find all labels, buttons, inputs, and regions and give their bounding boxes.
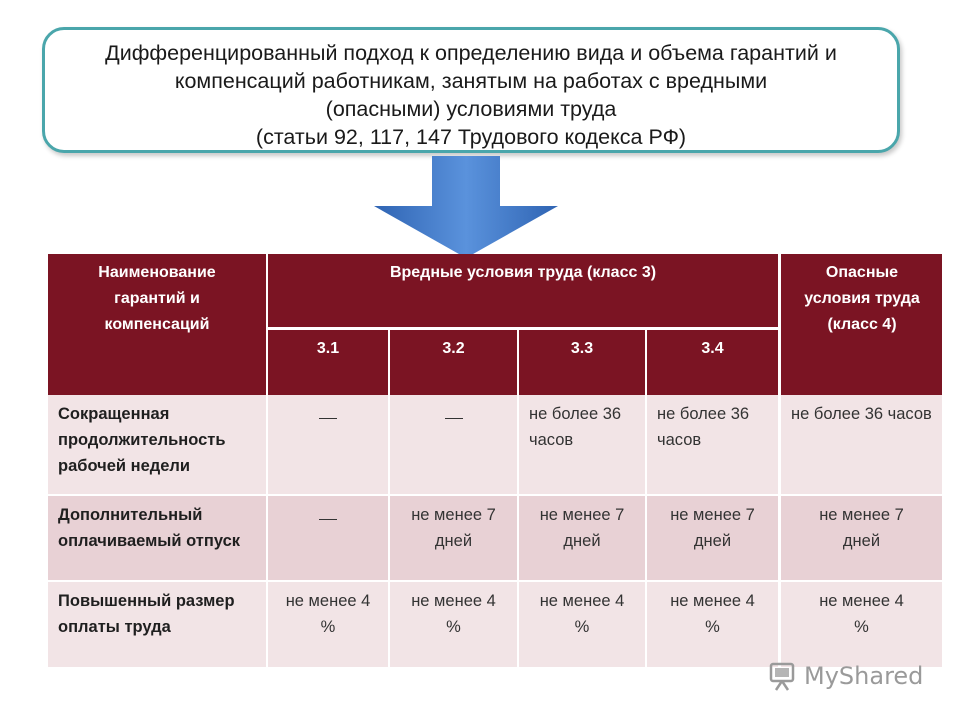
title-line-4: (статьи 92, 117, 147 Трудового кодекса РФ) — [255, 125, 687, 149]
table-cell: не менее 4 % — [647, 582, 778, 667]
subclass-3-1: 3.1 — [268, 336, 388, 362]
table-cell: не менее 7 дней — [390, 496, 517, 580]
table-cell: не менее 7 дней — [647, 496, 778, 580]
header-guarantee-name: Наименование гарантий и компенсаций — [48, 260, 266, 338]
table-cell: не менее 4 % — [781, 582, 942, 667]
dash-mark — [319, 505, 337, 520]
table-cell — [390, 395, 517, 494]
header-dangerous-conditions: Опасные условия труда (класс 4) — [782, 260, 942, 338]
title-line-2: компенсаций работникам, занятым на работах с вредными — [174, 69, 768, 93]
table-cell: не менее 4 % — [390, 582, 517, 667]
table-cell: не менее 4 % — [519, 582, 645, 667]
table-cell: не менее 7 дней — [519, 496, 645, 580]
subclass-3-3: 3.3 — [519, 336, 645, 362]
header-divider — [266, 254, 268, 395]
watermark-text: MyShared — [804, 662, 924, 690]
subclass-3-4: 3.4 — [647, 336, 778, 362]
subclass-3-2: 3.2 — [390, 336, 517, 362]
title-line-1: Дифференцированный подход к определению вида и объема гарантий и — [105, 41, 837, 65]
table-cell: не менее 7 дней — [781, 496, 942, 580]
header-subclass-divider — [266, 327, 781, 330]
header-harmful-conditions: Вредные условия труда (класс 3) — [268, 260, 778, 286]
down-arrow-icon — [374, 156, 558, 260]
row-label-additional-leave: Дополнительный оплачиваемый отпуск — [48, 496, 266, 580]
dash-mark — [319, 404, 337, 419]
table-cell: не более 36 часов — [781, 395, 942, 494]
row-label-shortened-week: Сокращенная продолжительность рабочей недели — [48, 395, 266, 494]
presentation-board-icon — [766, 660, 798, 692]
table-cell: не менее 4 % — [268, 582, 388, 667]
guarantees-table — [48, 254, 942, 667]
header-divider — [778, 254, 781, 395]
dash-mark — [445, 404, 463, 419]
table-cell — [268, 496, 388, 580]
title-box — [42, 27, 900, 153]
table-cell: не более 36 часов — [647, 395, 778, 494]
row-label-increased-pay: Повышенный размер оплаты труда — [48, 582, 266, 667]
table-cell — [268, 395, 388, 494]
table-cell: не более 36 часов — [519, 395, 645, 494]
watermark — [766, 656, 936, 696]
title-line-3: (опасными) условиями труда — [325, 97, 617, 121]
